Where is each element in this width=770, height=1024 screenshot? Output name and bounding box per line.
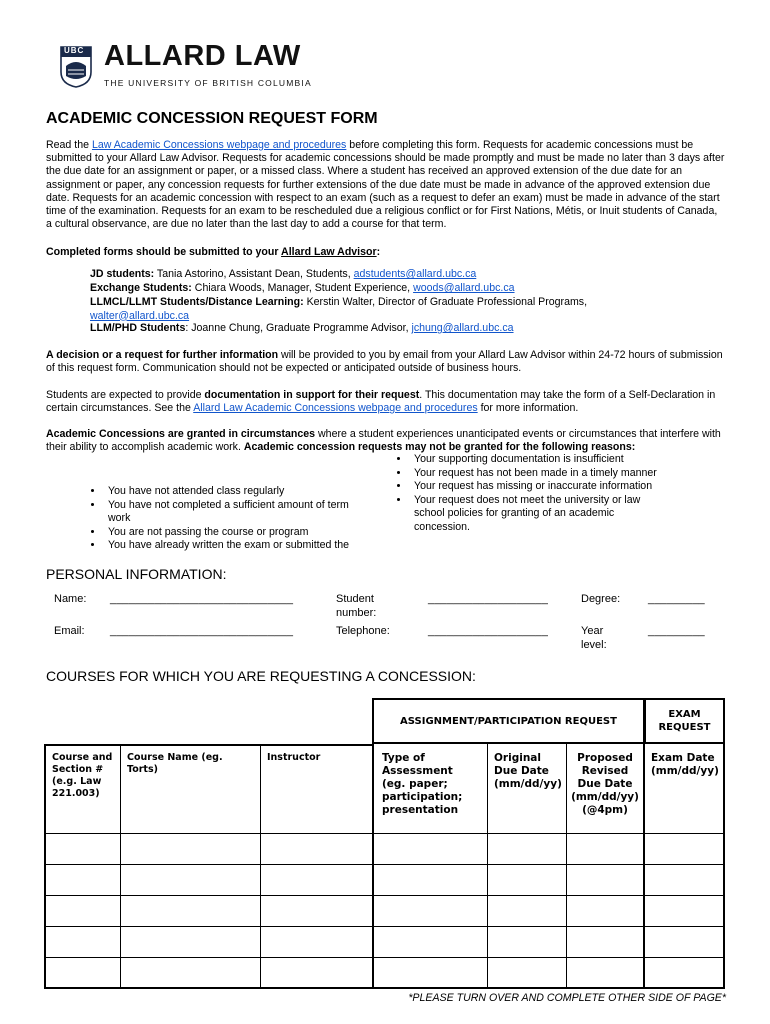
reasons-list-right — [392, 453, 710, 535]
submit-to-advisor: Allard Law Advisor — [281, 246, 377, 258]
table-cell[interactable] — [644, 895, 725, 927]
name-label: Name: — [54, 593, 87, 605]
email-field[interactable]: _____________________________ — [110, 625, 294, 637]
advisor-role: LLM/PHD Students — [90, 322, 186, 334]
turn-over-note: *PLEASE TURN OVER AND COMPLETE OTHER SIDE OF PAGE* — [408, 992, 726, 1004]
advisor-text: : Joanne Chung, Graduate Programme Advisor, — [185, 322, 412, 334]
decision-paragraph — [46, 349, 726, 375]
table-cell[interactable] — [120, 864, 261, 896]
column-header-instructor: Instructor — [260, 744, 373, 834]
table-cell[interactable] — [44, 926, 121, 958]
list-item: • Your request has not been made in a timely manner — [410, 467, 710, 481]
advisor-jd — [90, 268, 720, 282]
exam-request-header: EXAM REQUEST — [644, 698, 725, 744]
list-item: • Your request has missing or inaccurate information — [410, 480, 710, 494]
decision-text: will be provided to you by email from your Allard Law Advisor within 24-72 hours of submission of this request form. Communication should not be expected or anticipated outside of business hours. — [46, 349, 723, 375]
reasons-list-left — [86, 485, 374, 553]
crest-label: UBC — [64, 46, 85, 55]
table-cell[interactable] — [120, 957, 261, 989]
table-cell[interactable] — [120, 926, 261, 958]
list-item: • You have already written the exam or submitted the — [104, 539, 374, 553]
concessions-webpage-link[interactable]: Law Academic Concessions webpage and procedures — [91, 139, 347, 151]
student-number-label: Student number: — [336, 593, 377, 619]
table-cell[interactable] — [644, 833, 725, 865]
table-cell[interactable] — [566, 926, 645, 958]
list-item: • You have not attended class regularly — [104, 485, 374, 499]
table-cell[interactable] — [644, 926, 725, 958]
column-header-exam-date: Exam Date (mm/dd/yy) — [644, 743, 725, 834]
granted-bold-2: Academic concession requests may not be granted for the following reasons: — [243, 441, 636, 454]
table-cell[interactable] — [44, 895, 121, 927]
table-cell[interactable] — [44, 833, 121, 865]
table-cell[interactable] — [44, 864, 121, 896]
advisor-email-link[interactable]: jchung@allard.ubc.ca — [411, 322, 514, 334]
table-cell[interactable] — [566, 895, 645, 927]
table-cell[interactable] — [120, 895, 261, 927]
advisor-email-link[interactable]: adstudents@allard.ubc.ca — [353, 268, 477, 280]
table-cell[interactable] — [487, 864, 567, 896]
table-cell[interactable] — [372, 864, 488, 896]
submit-to-heading — [46, 246, 726, 259]
year-level-field[interactable]: _________ — [648, 625, 705, 637]
column-header-course-name: Course Name (eg. Torts) — [120, 744, 261, 834]
advisor-llm-phd — [90, 322, 720, 336]
granted-text: where a student experiences unanticipated events or circumstances that interfere with their ability to accomplish academic work. — [46, 428, 721, 454]
personal-info-heading: PERSONAL INFORMATION: — [46, 566, 227, 582]
table-cell[interactable] — [487, 895, 567, 927]
advisor-llmcl — [90, 296, 650, 323]
list-item: • You have not completed a sufficient amount of term work — [104, 499, 374, 526]
degree-field[interactable]: _________ — [648, 593, 705, 605]
table-cell[interactable] — [566, 864, 645, 896]
submit-to-colon: : — [376, 246, 381, 258]
table-cell[interactable] — [260, 895, 373, 927]
list-item: • You are not passing the course or program — [104, 526, 374, 540]
table-cell[interactable] — [260, 864, 373, 896]
courses-heading: COURSES FOR WHICH YOU ARE REQUESTING A CONCESSION: — [46, 668, 476, 684]
advisor-role: Exchange Students: — [90, 282, 192, 294]
ubc-crest-logo — [60, 46, 92, 88]
documentation-paragraph — [46, 389, 726, 415]
granted-bold: Academic Concessions are granted in circumstances — [46, 428, 316, 440]
name-field[interactable]: _____________________________ — [110, 593, 294, 605]
table-cell[interactable] — [372, 833, 488, 865]
column-header-course-section: Course and Section # (e.g. Law 221.003) — [44, 744, 121, 834]
table-cell[interactable] — [487, 957, 567, 989]
student-number-field[interactable]: ___________________ — [428, 593, 549, 605]
list-item: • Your supporting documentation is insufficient — [410, 453, 710, 467]
column-header-original-due-date: Original Due Date (mm/dd/yy) — [487, 743, 567, 834]
column-header-revised-due-date: Proposed Revised Due Date (mm/dd/yy) (@4pm) — [566, 743, 645, 834]
documentation-text-mid: . This documentation may take the form of a Self-Declaration in certain circumstances. See the — [46, 389, 716, 415]
advisor-text: Chiara Woods, Manager, Student Experience, — [191, 282, 414, 294]
degree-label: Degree: — [581, 593, 621, 605]
logo-title: ALLARD LAW — [104, 40, 301, 72]
table-cell[interactable] — [644, 864, 725, 896]
table-cell[interactable] — [44, 957, 121, 989]
telephone-field[interactable]: ___________________ — [428, 625, 549, 637]
intro-text-rest: before completing this form. Requests for academic concessions must be submitted to your Allard Law Advisor. Requests for academic concessions should be made promptly and must be made no later than 3 days after the due date for an assignment or paper, or a missed class. Where a student has received an approved extension of the due date for an assignment or paper, any concession requests for further extensions of the due date must be made in advance of the approved extension due date. Requests for an academic concession with respect to an exam (such as a request to defer an exam) must be made in advance of the start time of the examination. Requests for an exam to be rescheduled due a religious conflict or for First Nations, Métis, or Inuit students of Canada, a cultural observance, are due no later than the last day to add a course for that term. — [46, 139, 725, 231]
table-cell[interactable] — [644, 957, 725, 989]
documentation-text-end: for more information. — [477, 402, 579, 415]
documentation-text: Students are expected to provide — [46, 389, 205, 401]
advisor-email-link[interactable]: woods@allard.ubc.ca — [413, 282, 515, 294]
submit-to-text: Completed forms should be submitted to your — [46, 246, 282, 258]
table-cell[interactable] — [487, 926, 567, 958]
table-cell[interactable] — [372, 926, 488, 958]
decision-bold: A decision or a request for further information — [46, 349, 279, 361]
advisor-email-link[interactable]: walter@allard.ubc.ca — [90, 309, 190, 322]
advisor-exchange — [90, 282, 720, 296]
documentation-bold: documentation in support for their request — [204, 389, 420, 401]
table-cell[interactable] — [566, 833, 645, 865]
year-level-label: Year level: — [581, 625, 607, 651]
table-cell[interactable] — [566, 957, 645, 989]
telephone-label: Telephone: — [336, 625, 390, 637]
table-cell[interactable] — [372, 895, 488, 927]
advisor-text: Kerstin Walter, Director of Graduate Professional Programs, — [303, 296, 588, 308]
intro-text-start: Read the — [46, 139, 92, 151]
advisor-role: LLMCL/LLMT Students/Distance Learning: — [90, 296, 304, 308]
table-cell[interactable] — [120, 833, 261, 865]
granted-paragraph — [46, 428, 726, 454]
concessions-webpage-link-2[interactable]: Allard Law Academic Concessions webpage and procedures — [193, 402, 478, 415]
intro-paragraph — [46, 139, 726, 231]
email-label: Email: — [54, 625, 85, 637]
advisor-text: Tania Astorino, Assistant Dean, Students, — [154, 268, 354, 280]
column-header-assessment-type: Type of Assessment (eg. paper; participation; presentation — [372, 743, 488, 834]
assignment-request-header: ASSIGNMENT/PARTICIPATION REQUEST — [372, 698, 645, 744]
table-cell[interactable] — [260, 833, 373, 865]
logo-subtitle: THE UNIVERSITY OF BRITISH COLUMBIA — [104, 78, 312, 88]
list-item: • Your request does not meet the university or law school policies for granting of an academic concession. — [410, 494, 664, 535]
table-cell[interactable] — [260, 926, 373, 958]
table-cell[interactable] — [260, 957, 373, 989]
table-cell[interactable] — [372, 957, 488, 989]
advisor-role: JD students: — [90, 268, 155, 280]
form-title: ACADEMIC CONCESSION REQUEST FORM — [46, 110, 378, 127]
table-cell[interactable] — [487, 833, 567, 865]
